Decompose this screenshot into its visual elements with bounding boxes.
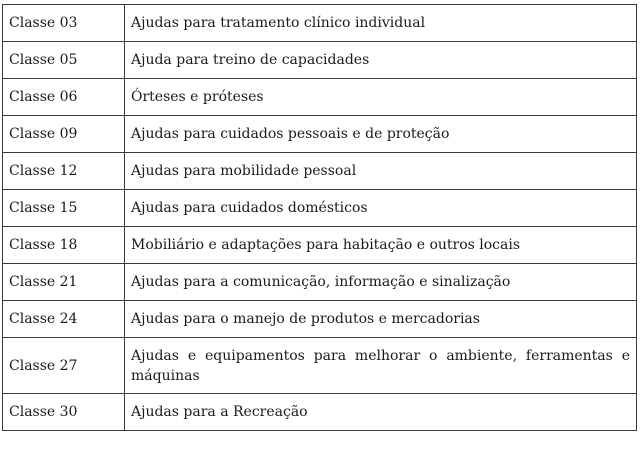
class-description-cell: Ajudas para cuidados domésticos [125,190,637,227]
class-code-cell: Classe 18 [3,227,125,264]
class-description-cell: Ajudas para a Recreação [125,394,637,431]
class-code-cell: Classe 05 [3,42,125,79]
class-code-cell: Classe 03 [3,5,125,42]
class-code-cell: Classe 15 [3,190,125,227]
table-row [3,301,637,338]
class-description-cell: Ajudas para o manejo de produtos e mercadorias [125,301,637,338]
table-row [3,5,637,42]
table-row [3,116,637,153]
class-description-cell: Ajudas para mobilidade pessoal [125,153,637,190]
class-description-cell: Ajudas para cuidados pessoais e de proteção [125,116,637,153]
class-code-cell: Classe 21 [3,264,125,301]
class-code-cell: Classe 12 [3,153,125,190]
class-code-cell: Classe 09 [3,116,125,153]
class-code-cell: Classe 30 [3,394,125,431]
class-description-cell: Ajudas e equipamentos para melhorar o ambiente, ferramentas e máquinas [125,338,637,394]
class-code-cell: Classe 24 [3,301,125,338]
table-row [3,79,637,116]
table-row [3,338,637,394]
table-row [3,264,637,301]
class-code-cell: Classe 06 [3,79,125,116]
table-row [3,190,637,227]
class-code-cell: Classe 27 [3,338,125,394]
class-description-cell: Ajuda para treino de capacidades [125,42,637,79]
table-row [3,394,637,431]
table-row [3,227,637,264]
table-row [3,42,637,79]
class-description-cell: Ajudas para a comunicação, informação e sinalização [125,264,637,301]
table-row [3,153,637,190]
class-description-cell: Mobiliário e adaptações para habitação e outros locais [125,227,637,264]
classes-table [2,4,637,431]
class-description-cell: Ajudas para tratamento clínico individual [125,5,637,42]
class-description-cell: Órteses e próteses [125,79,637,116]
classes-table-container [2,4,636,431]
